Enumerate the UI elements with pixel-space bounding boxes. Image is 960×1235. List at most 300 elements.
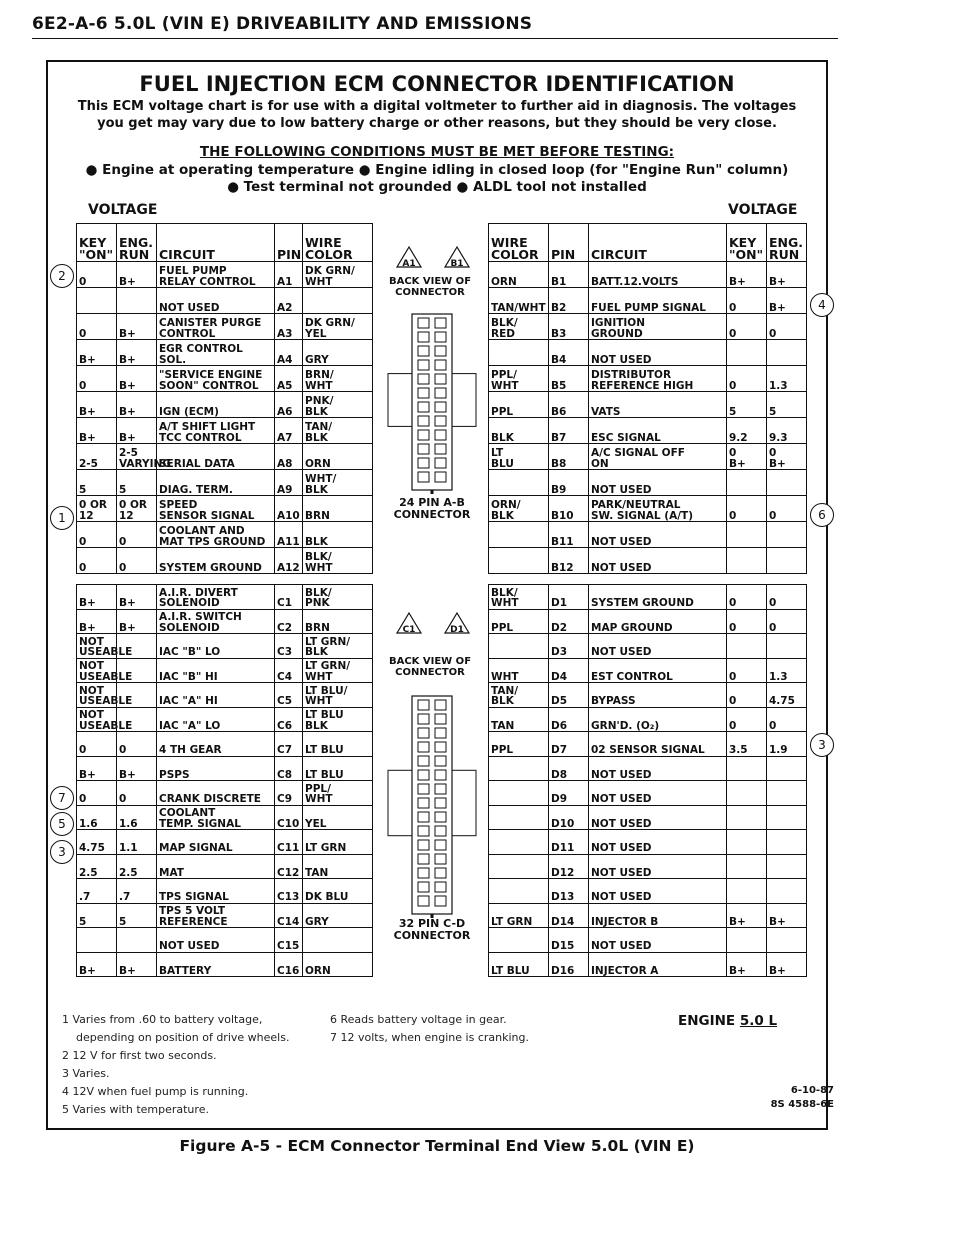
- eng-run-voltage: [767, 805, 807, 830]
- key-on-voltage: 0: [77, 732, 117, 757]
- connector-ab-label: 24 PIN A-B CONNECTOR: [393, 496, 471, 521]
- intro-line-1: This ECM voltage chart is for use with a digital voltmeter to further aid in diagnosis. The voltages: [77, 99, 797, 114]
- eng-run-voltage: B+: [117, 366, 157, 392]
- doc-codes: [744, 1084, 834, 1112]
- terminal-cavity: [435, 714, 446, 724]
- key-on-voltage: [727, 830, 767, 855]
- key-on-voltage: 4.75: [77, 830, 117, 855]
- pin-id: B6: [549, 392, 589, 418]
- pin-id: D12: [549, 854, 589, 879]
- wire-color: BRN/ WHT: [303, 366, 373, 392]
- terminal-cavity: [418, 742, 429, 752]
- pin-id: D3: [549, 634, 589, 659]
- pin-id: B2: [549, 288, 589, 314]
- pin-id: C16: [275, 952, 303, 977]
- eng-run-voltage: 0 OR 12: [117, 496, 157, 522]
- table-row: [489, 732, 807, 757]
- circuit-name: COOLANT TEMP. SIGNAL: [157, 805, 275, 830]
- circuit-name: COOLANT AND MAT TPS GROUND: [157, 522, 275, 548]
- eng-run-voltage: 0: [117, 548, 157, 574]
- terminal-cavity: [418, 472, 429, 482]
- pin-id: A11: [275, 522, 303, 548]
- eng-run-voltage: B+: [767, 903, 807, 928]
- key-on-voltage: 0: [727, 288, 767, 314]
- wire-color: ORN: [303, 952, 373, 977]
- pin-id: B1: [549, 262, 589, 288]
- eng-run-voltage: [117, 928, 157, 953]
- key-on-voltage: 0: [77, 262, 117, 288]
- wire-color: LT GRN: [303, 830, 373, 855]
- footnote-7: 7 12 volts, when engine is cranking.: [330, 1031, 529, 1044]
- pin-b1-marker: [444, 246, 470, 269]
- chart-title: FUEL INJECTION ECM CONNECTOR IDENTIFICATION: [139, 72, 735, 96]
- key-on-voltage: 0: [77, 781, 117, 806]
- conditions-heading: THE FOLLOWING CONDITIONS MUST BE MET BEFORE TESTING:: [199, 144, 675, 160]
- eng-run-voltage: B+: [117, 609, 157, 634]
- pin-id: C11: [275, 830, 303, 855]
- key-on-voltage: B+: [77, 756, 117, 781]
- connector-latch: [452, 770, 476, 835]
- voltage-label-right: VOLTAGE: [728, 202, 798, 218]
- eng-run-voltage: B+: [117, 756, 157, 781]
- terminal-cavity: [435, 756, 446, 766]
- header-rule: [32, 38, 838, 39]
- table-row: [77, 548, 373, 574]
- terminal-cavity: [435, 728, 446, 738]
- wire-color: LT GRN/ BLK: [303, 634, 373, 659]
- wire-color: BLK: [303, 522, 373, 548]
- table-row: [489, 366, 807, 392]
- footnote-marker-6: 6: [810, 503, 834, 527]
- terminal-cavity: [435, 458, 446, 468]
- circuit-name: VATS: [589, 392, 727, 418]
- pin-id: D7: [549, 732, 589, 757]
- circuit-name: EST CONTROL: [589, 658, 727, 683]
- terminal-cavity: [435, 840, 446, 850]
- circuit-name: FUEL PUMP RELAY CONTROL: [157, 262, 275, 288]
- table-row: [489, 444, 807, 470]
- eng-run-voltage: B+: [117, 392, 157, 418]
- terminal-cavity: [418, 714, 429, 724]
- wire-color: PPL: [489, 609, 549, 634]
- circuit-name: BATT.12.VOLTS: [589, 262, 727, 288]
- key-on-voltage: 1.6: [77, 805, 117, 830]
- eng-run-voltage: [767, 854, 807, 879]
- terminal-cavity: [418, 770, 429, 780]
- table-row: [489, 781, 807, 806]
- pin-id: C3: [275, 634, 303, 659]
- pin-id: C2: [275, 609, 303, 634]
- header-eng-run: ENG. RUN: [117, 224, 157, 262]
- pin-c1-label: C1: [402, 625, 416, 635]
- terminal-cavity: [435, 826, 446, 836]
- key-on-voltage: 0: [727, 366, 767, 392]
- wire-color: TAN: [303, 854, 373, 879]
- circuit-name: NOT USED: [589, 470, 727, 496]
- engine-value: 5.0 L: [739, 1013, 778, 1029]
- pin-id: D15: [549, 928, 589, 953]
- terminal-cavity: [435, 332, 446, 342]
- terminal-cavity: [418, 798, 429, 808]
- table-row: [489, 658, 807, 683]
- eng-run-voltage: 0 B+: [767, 444, 807, 470]
- circuit-name: NOT USED: [589, 756, 727, 781]
- wire-color: TAN/ BLK: [303, 418, 373, 444]
- table-row: [489, 707, 807, 732]
- key-on-voltage: 0: [727, 314, 767, 340]
- terminal-cavity: [418, 756, 429, 766]
- pin-id: A5: [275, 366, 303, 392]
- eng-run-voltage: 1.9: [767, 732, 807, 757]
- footnote-5: 5 Varies with temperature.: [62, 1103, 209, 1116]
- eng-run-voltage: [767, 522, 807, 548]
- key-on-voltage: 0: [77, 522, 117, 548]
- wire-color: [489, 928, 549, 953]
- pin-id: D4: [549, 658, 589, 683]
- pin-id: A4: [275, 340, 303, 366]
- pin-id: A3: [275, 314, 303, 340]
- key-on-voltage: [727, 548, 767, 574]
- eng-run-voltage: 0: [767, 585, 807, 610]
- wire-color: BLK: [489, 418, 549, 444]
- table-row: [489, 683, 807, 708]
- pin-id: D2: [549, 609, 589, 634]
- eng-run-voltage: 0: [767, 496, 807, 522]
- key-on-voltage: B+: [77, 418, 117, 444]
- table-a-pins: [76, 223, 373, 574]
- table-row: [77, 496, 373, 522]
- circuit-name: FUEL PUMP SIGNAL: [589, 288, 727, 314]
- table-row: [489, 585, 807, 610]
- footnotes-right: [330, 1011, 529, 1047]
- pin-b1-label: B1: [450, 259, 464, 269]
- eng-run-voltage: 2-5 VARYING: [117, 444, 157, 470]
- eng-run-voltage: [767, 879, 807, 904]
- eng-run-voltage: B+: [117, 585, 157, 610]
- eng-run-voltage: 4.75: [767, 683, 807, 708]
- terminal-cavity: [418, 444, 429, 454]
- table-row: [489, 470, 807, 496]
- key-on-voltage: 0: [727, 496, 767, 522]
- circuit-name: SYSTEM GROUND: [589, 585, 727, 610]
- engine-label: ENGINE: [678, 1013, 736, 1029]
- header-key-on: KEY "ON": [727, 224, 767, 262]
- figure-caption: Figure A-5 - ECM Connector Terminal End View 5.0L (VIN E): [179, 1137, 695, 1155]
- pin-id: C9: [275, 781, 303, 806]
- pin-id: C5: [275, 683, 303, 708]
- footnote-marker-7: 7: [50, 786, 74, 810]
- pin-a1-marker: [396, 246, 422, 269]
- terminal-cavity: [435, 374, 446, 384]
- connector-ab-drawing: [384, 312, 480, 494]
- pin-id: C6: [275, 707, 303, 732]
- terminal-cavity: [418, 868, 429, 878]
- table-d-body: [489, 585, 807, 977]
- circuit-name: NOT USED: [589, 854, 727, 879]
- table-row: [77, 392, 373, 418]
- terminal-cavity: [435, 798, 446, 808]
- pin-id: C15: [275, 928, 303, 953]
- pin-id: D9: [549, 781, 589, 806]
- pin-id: D1: [549, 585, 589, 610]
- wire-color: DK GRN/ YEL: [303, 314, 373, 340]
- connector-latch: [452, 374, 476, 427]
- wire-color: GRY: [303, 903, 373, 928]
- footnote-4: 4 12V when fuel pump is running.: [62, 1085, 249, 1098]
- terminal-cavity: [418, 360, 429, 370]
- key-on-voltage: 5: [77, 470, 117, 496]
- key-on-voltage: 0: [77, 366, 117, 392]
- header-circuit: CIRCUIT: [157, 224, 275, 262]
- pin-id: B8: [549, 444, 589, 470]
- eng-run-voltage: B+: [767, 262, 807, 288]
- pin-id: A7: [275, 418, 303, 444]
- key-on-voltage: 3.5: [727, 732, 767, 757]
- terminal-cavity: [435, 360, 446, 370]
- table-row: [77, 634, 373, 659]
- circuit-name: EGR CONTROL SOL.: [157, 340, 275, 366]
- key-on-voltage: 2.5: [77, 854, 117, 879]
- wire-color: WHT/ BLK: [303, 470, 373, 496]
- wire-color: LT GRN/ WHT: [303, 658, 373, 683]
- pin-id: C8: [275, 756, 303, 781]
- key-on-voltage: B+: [77, 340, 117, 366]
- terminal-cavity: [418, 374, 429, 384]
- pin-id: D8: [549, 756, 589, 781]
- eng-run-voltage: [767, 634, 807, 659]
- pin-id: A12: [275, 548, 303, 574]
- terminal-cavity: [435, 346, 446, 356]
- table-row: [489, 952, 807, 977]
- pin-id: D10: [549, 805, 589, 830]
- table-row: [489, 288, 807, 314]
- back-view-label-ab: BACK VIEW OF CONNECTOR: [388, 276, 472, 298]
- terminal-cavity: [418, 784, 429, 794]
- key-on-voltage: 5: [77, 903, 117, 928]
- eng-run-voltage: B+: [117, 314, 157, 340]
- eng-run-voltage: 5: [117, 470, 157, 496]
- table-row: [489, 340, 807, 366]
- wire-color: [489, 879, 549, 904]
- terminal-cavity: [418, 700, 429, 710]
- wire-color: [489, 548, 549, 574]
- eng-run-voltage: 0: [117, 732, 157, 757]
- engine-designation: [678, 1013, 777, 1029]
- key-on-voltage: 0: [727, 658, 767, 683]
- date-code: 6-10-87: [790, 1085, 834, 1096]
- terminal-cavity: [418, 882, 429, 892]
- circuit-name: BATTERY: [157, 952, 275, 977]
- page-header: 6E2-A-6 5.0L (VIN E) DRIVEABILITY AND EMISSIONS: [32, 14, 533, 34]
- table-row: [77, 732, 373, 757]
- terminal-cavity: [435, 318, 446, 328]
- eng-run-voltage: [767, 470, 807, 496]
- wire-color: ORN: [303, 444, 373, 470]
- circuit-name: INJECTOR A: [589, 952, 727, 977]
- circuit-name: DIAG. TERM.: [157, 470, 275, 496]
- key-on-voltage: NOT USEABLE: [77, 683, 117, 708]
- terminal-cavity: [435, 416, 446, 426]
- pin-id: C10: [275, 805, 303, 830]
- circuit-name: CRANK DISCRETE: [157, 781, 275, 806]
- terminal-cavity: [435, 896, 446, 906]
- wire-color: BLK/ RED: [489, 314, 549, 340]
- eng-run-voltage: 0: [117, 781, 157, 806]
- footnote-marker-4: 4: [810, 293, 834, 317]
- table-row: [77, 262, 373, 288]
- circuit-name: MAP SIGNAL: [157, 830, 275, 855]
- key-on-voltage: 0: [77, 548, 117, 574]
- circuit-name: 02 SENSOR SIGNAL: [589, 732, 727, 757]
- pin-a1-label: A1: [402, 259, 416, 269]
- eng-run-voltage: 1.6: [117, 805, 157, 830]
- table-row: [77, 366, 373, 392]
- table-row: [489, 854, 807, 879]
- table-row: [489, 879, 807, 904]
- key-on-voltage: [727, 756, 767, 781]
- terminal-cavity: [435, 812, 446, 822]
- eng-run-voltage: [767, 340, 807, 366]
- terminal-cavity: [435, 854, 446, 864]
- table-row: [77, 470, 373, 496]
- eng-run-voltage: B+: [767, 952, 807, 977]
- header-wire-color: WIRE COLOR: [303, 224, 373, 262]
- terminal-cavity: [418, 728, 429, 738]
- wire-color: PPL: [489, 392, 549, 418]
- pin-id: B11: [549, 522, 589, 548]
- pin-id: B7: [549, 418, 589, 444]
- pin-c1-marker: [396, 612, 422, 635]
- eng-run-voltage: 9.3: [767, 418, 807, 444]
- eng-run-voltage: [767, 928, 807, 953]
- terminal-cavity: [418, 388, 429, 398]
- terminal-cavity: [435, 430, 446, 440]
- wire-color: LT BLU: [489, 444, 549, 470]
- eng-run-voltage: [767, 756, 807, 781]
- key-on-voltage: [77, 928, 117, 953]
- circuit-name: IAC "B" LO: [157, 634, 275, 659]
- table-row: [489, 314, 807, 340]
- key-on-voltage: NOT USEABLE: [77, 634, 117, 659]
- pin-id: D11: [549, 830, 589, 855]
- circuit-name: IGNITION GROUND: [589, 314, 727, 340]
- wire-color: PPL/ WHT: [303, 781, 373, 806]
- table-row: [489, 262, 807, 288]
- eng-run-voltage: 5: [767, 392, 807, 418]
- wire-color: TAN: [489, 707, 549, 732]
- pin-id: C14: [275, 903, 303, 928]
- wire-color: LT GRN: [489, 903, 549, 928]
- pin-id: A10: [275, 496, 303, 522]
- key-on-voltage: NOT USEABLE: [77, 707, 117, 732]
- pin-id: D14: [549, 903, 589, 928]
- table-row: [77, 314, 373, 340]
- table-row: [489, 496, 807, 522]
- header-pin: PIN: [549, 224, 589, 262]
- pin-id: C13: [275, 879, 303, 904]
- key-on-voltage: 0: [727, 707, 767, 732]
- terminal-cavity: [418, 402, 429, 412]
- wire-color: [489, 830, 549, 855]
- eng-run-voltage: B+: [117, 340, 157, 366]
- pin-id: A8: [275, 444, 303, 470]
- circuit-name: A/T SHIFT LIGHT TCC CONTROL: [157, 418, 275, 444]
- wire-color: [489, 522, 549, 548]
- table-row: [77, 683, 373, 708]
- wire-color: DK BLU: [303, 879, 373, 904]
- table-row: [489, 392, 807, 418]
- table-row: [77, 288, 373, 314]
- key-on-voltage: B+: [727, 262, 767, 288]
- wire-color: [489, 634, 549, 659]
- terminal-cavity: [418, 840, 429, 850]
- conditions-line-1: ● Engine at operating temperature ● Engine idling in closed loop (for "Engine Run" column): [85, 162, 789, 178]
- wire-color: YEL: [303, 805, 373, 830]
- terminal-cavity: [418, 826, 429, 836]
- circuit-name: NOT USED: [589, 522, 727, 548]
- eng-run-voltage: 2.5: [117, 854, 157, 879]
- wire-color: [489, 805, 549, 830]
- wire-color: LT BLU/ WHT: [303, 683, 373, 708]
- table-row: [77, 903, 373, 928]
- connector-latch: [388, 770, 412, 835]
- circuit-name: NOT USED: [157, 928, 275, 953]
- circuit-name: NOT USED: [589, 928, 727, 953]
- eng-run-voltage: B+: [767, 288, 807, 314]
- eng-run-voltage: 0: [767, 314, 807, 340]
- wire-color: BLK/ PNK: [303, 585, 373, 610]
- terminal-cavity: [435, 868, 446, 878]
- wire-color: PNK/ BLK: [303, 392, 373, 418]
- conditions-line-2: ● Test terminal not grounded ● ALDL tool not installed: [227, 179, 647, 195]
- terminal-cavity: [435, 402, 446, 412]
- footnote-2: 2 12 V for first two seconds.: [62, 1049, 217, 1062]
- circuit-name: IAC "A" HI: [157, 683, 275, 708]
- wire-color: LT BLU: [303, 756, 373, 781]
- key-on-voltage: 5: [727, 392, 767, 418]
- circuit-name: NOT USED: [589, 805, 727, 830]
- terminal-cavity: [418, 332, 429, 342]
- key-on-voltage: 0: [727, 683, 767, 708]
- footnote-1-cont: depending on position of drive wheels.: [76, 1031, 290, 1044]
- table-row: [77, 444, 373, 470]
- circuit-name: NOT USED: [589, 548, 727, 574]
- key-on-voltage: [727, 522, 767, 548]
- key-on-voltage: [77, 288, 117, 314]
- pin-id: C4: [275, 658, 303, 683]
- key-on-voltage: 0: [77, 314, 117, 340]
- wire-color: [489, 781, 549, 806]
- header-pin: PIN: [275, 224, 303, 262]
- circuit-name: PARK/NEUTRAL SW. SIGNAL (A/T): [589, 496, 727, 522]
- terminal-cavity: [418, 430, 429, 440]
- connector-cd-label: 32 PIN C-D CONNECTOR: [393, 917, 471, 942]
- terminal-cavity: [435, 770, 446, 780]
- circuit-name: NOT USED: [589, 781, 727, 806]
- key-on-voltage: 2-5: [77, 444, 117, 470]
- circuit-name: PSPS: [157, 756, 275, 781]
- pin-id: B12: [549, 548, 589, 574]
- key-on-voltage: 9.2: [727, 418, 767, 444]
- key-on-voltage: [727, 854, 767, 879]
- pin-id: B9: [549, 470, 589, 496]
- table-b-body: [489, 262, 807, 574]
- wire-color: [489, 470, 549, 496]
- eng-run-voltage: .7: [117, 879, 157, 904]
- table-row: [489, 522, 807, 548]
- pin-id: B3: [549, 314, 589, 340]
- table-row: [77, 340, 373, 366]
